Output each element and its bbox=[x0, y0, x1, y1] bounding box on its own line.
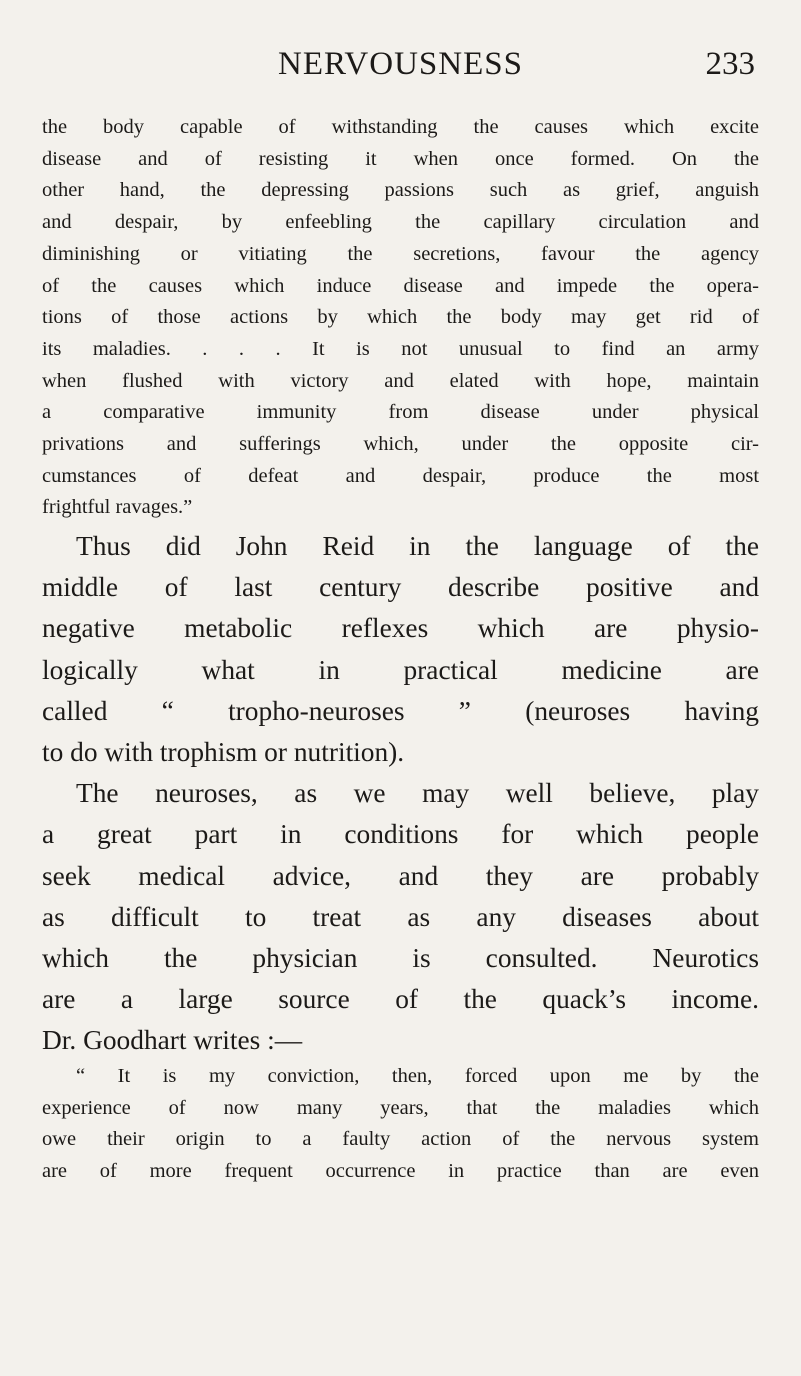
quote-line: and despair, by enfeebling the capillary circulation and bbox=[42, 211, 759, 234]
quote-line: experience of now many years, that the maladies which bbox=[42, 1096, 759, 1119]
page-number: 233 bbox=[705, 46, 755, 82]
body-line: middle of last century describe positive and bbox=[42, 572, 760, 603]
body-line: seek medical advice, and they are probably bbox=[42, 860, 760, 891]
body-line: Dr. Goodhart writes :— bbox=[42, 1025, 303, 1056]
body-line: which the physician is consulted. Neurotics bbox=[42, 943, 759, 974]
paragraph-john-reid bbox=[42, 526, 759, 773]
quote-line: are of more frequent occurrence in practice than are even bbox=[42, 1160, 760, 1183]
paragraph-neuroses bbox=[42, 773, 759, 1061]
page-header bbox=[40, 42, 761, 86]
body-line: a great part in conditions for which people bbox=[42, 819, 760, 850]
quote-line: tions of those actions by which the body may get rid of bbox=[42, 306, 760, 329]
body-line: are a large source of the quack’s income. bbox=[42, 984, 760, 1015]
body-line: The neuroses, as we may well believe, play bbox=[76, 778, 759, 809]
body-line: called “ tropho-neuroses ” (neuroses having bbox=[42, 695, 759, 726]
quote-line: owe their origin to a faulty action of the nervous system bbox=[42, 1128, 759, 1151]
quote-line: its maladies. . . . It is not unusual to find an army bbox=[42, 337, 760, 360]
quote-line: of the causes which induce disease and impede the opera- bbox=[42, 274, 760, 297]
quote-line: disease and of resisting it when once formed. On the bbox=[42, 147, 760, 170]
quote-line: the body capable of withstanding the causes which excite bbox=[42, 116, 760, 138]
quote-line: privations and sufferings which, under the opposite cir- bbox=[42, 433, 760, 456]
quote-line: frightful ravages.” bbox=[42, 496, 193, 519]
quote-line: other hand, the depressing passions such as grief, anguish bbox=[42, 179, 760, 202]
body-line: negative metabolic reflexes which are physio- bbox=[42, 613, 759, 644]
body-text bbox=[42, 526, 759, 1062]
body-line: logically what in practical medicine are bbox=[42, 654, 759, 685]
body-line: as difficult to treat as any diseases about bbox=[42, 901, 760, 932]
body-line: to do with trophism or nutrition). bbox=[42, 737, 405, 768]
quote-line: “ It is my conviction, then, forced upon me by the bbox=[76, 1065, 759, 1087]
quote-line: when flushed with victory and elated with hope, maintain bbox=[42, 369, 759, 392]
quote-line: cumstances of defeat and despair, produce the most bbox=[42, 464, 760, 487]
quote-continuation bbox=[42, 112, 759, 524]
running-title: NERVOUSNESS bbox=[278, 46, 523, 82]
quote-goodhart bbox=[42, 1061, 759, 1188]
body-line: Thus did John Reid in the language of the bbox=[76, 531, 759, 561]
quote-line: diminishing or vitiating the secretions, favour the agency bbox=[42, 242, 760, 265]
quote-line: a comparative immunity from disease under physical bbox=[42, 401, 759, 424]
